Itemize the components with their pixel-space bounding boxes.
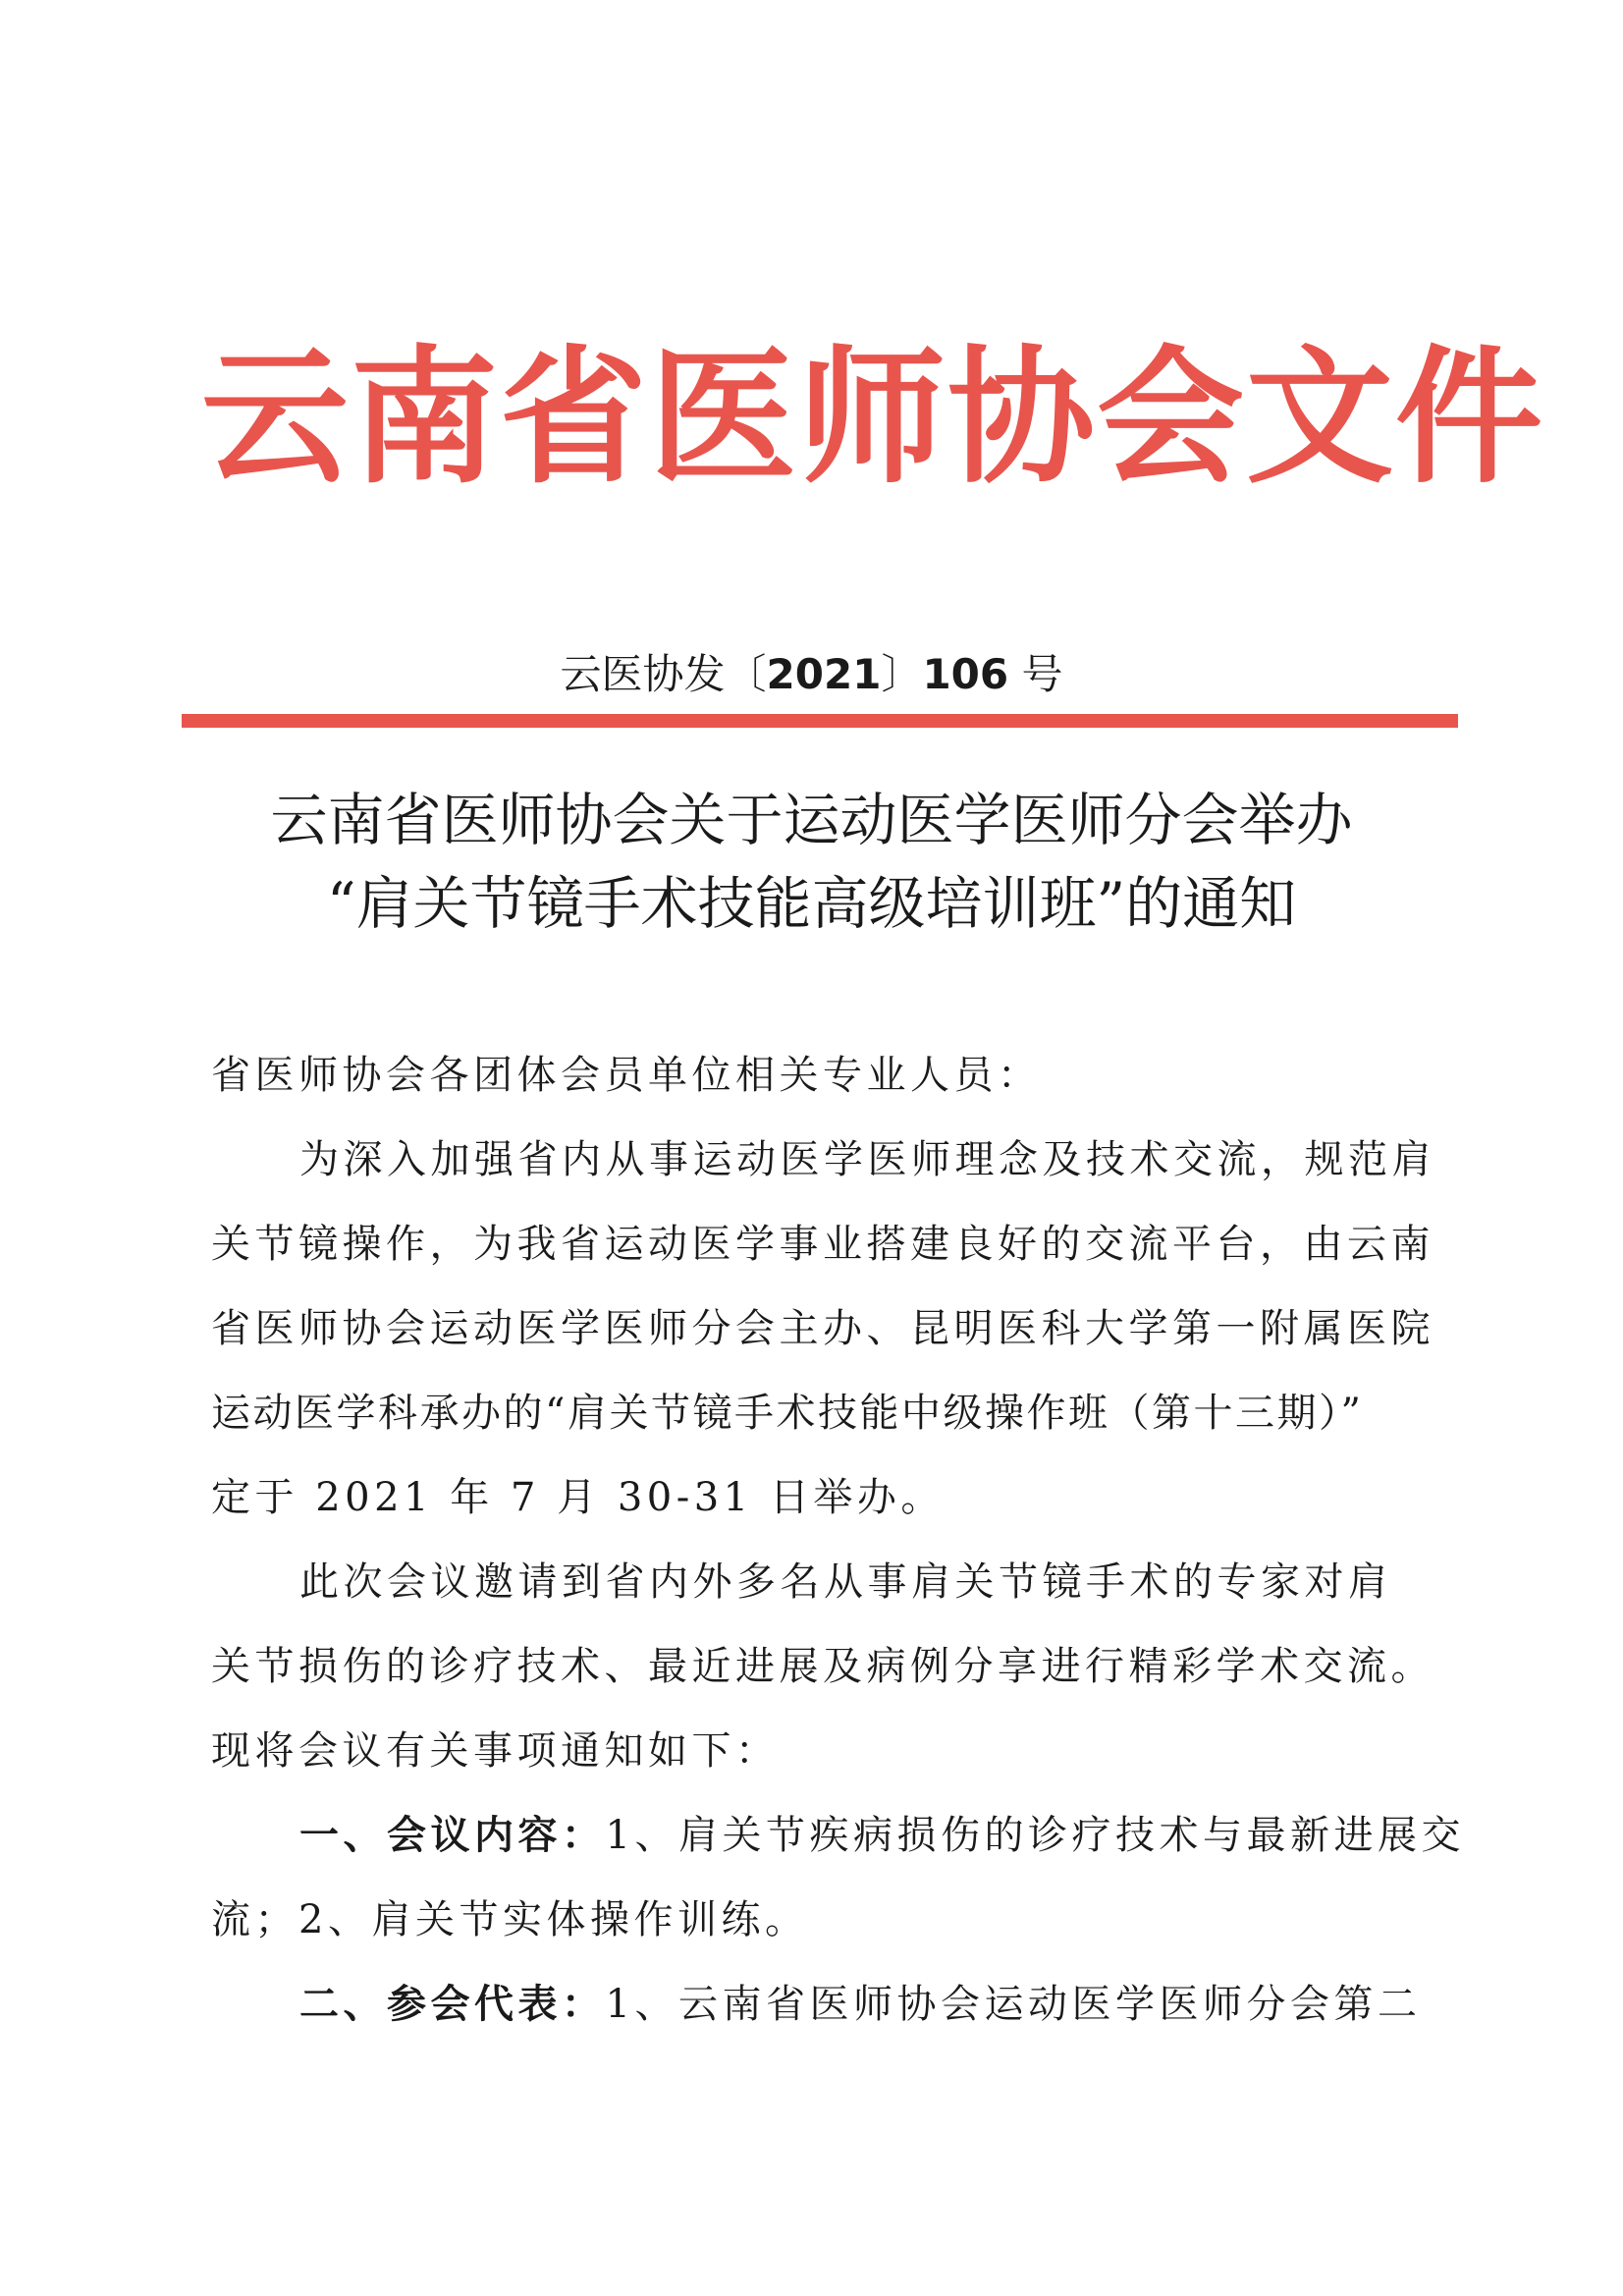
paragraph-2-line-2: 关节损伤的诊疗技术、最近进展及病例分享进行精彩学术交流。 bbox=[211, 1644, 1434, 1689]
paragraph-2-line-3: 现将会议有关事项通知如下： bbox=[211, 1728, 780, 1774]
section-1-line-1 bbox=[299, 1793, 1465, 1878]
section-2-line-1 bbox=[299, 1962, 1429, 2047]
paragraph-1-line-4: 运动医学科承办的“肩关节镜手术技能中级操作班（第十三期）” bbox=[211, 1391, 1364, 1436]
section-1-text-1: 1、肩关节疾病损伤的诊疗技术与最新进展交 bbox=[605, 1813, 1465, 1858]
paragraph-2-line-1: 此次会议邀请到省内外多名从事肩关节镜手术的专家对肩 bbox=[299, 1559, 1392, 1605]
paragraph-1-line-2: 关节镜操作，为我省运动医学事业搭建良好的交流平台，由云南 bbox=[211, 1222, 1434, 1267]
section-2-text-1: 1、云南省医师协会运动医学医师分会第二 bbox=[605, 1982, 1422, 2027]
organization-header: 云南省医师协会文件 bbox=[201, 331, 1545, 504]
section-1-line-2: 流；2、肩关节实体操作训练。 bbox=[211, 1897, 809, 1942]
doc-number-serial: 106 bbox=[922, 650, 1009, 698]
document-number bbox=[0, 640, 1623, 709]
paragraph-1-line-1: 为深入加强省内从事运动医学医师理念及技术交流，规范肩 bbox=[299, 1137, 1435, 1182]
paragraph-1-line-5: 定于 2021 年 7 月 30-31 日举办。 bbox=[211, 1475, 945, 1520]
addressee: 省医师协会各团体会员单位相关专业人员： bbox=[211, 1053, 1042, 1098]
notice-title-line-1: 云南省医师协会关于运动医学医师分会举办 bbox=[270, 787, 1353, 853]
section-1-heading: 一、会议内容： bbox=[299, 1812, 606, 1858]
doc-number-mid: 〕 bbox=[881, 650, 923, 698]
notice-title-line-2: “肩关节镜手术技能高级培训班”的通知 bbox=[326, 870, 1297, 937]
section-2-heading: 二、参会代表： bbox=[299, 1981, 606, 2027]
doc-number-suffix: 号 bbox=[1008, 650, 1063, 698]
doc-number-prefix: 云医协发〔 bbox=[560, 650, 767, 698]
paragraph-1-line-3: 省医师协会运动医学医师分会主办、昆明医科大学第一附属医院 bbox=[211, 1306, 1434, 1351]
red-divider bbox=[182, 714, 1458, 728]
doc-number-year: 2021 bbox=[766, 650, 882, 698]
